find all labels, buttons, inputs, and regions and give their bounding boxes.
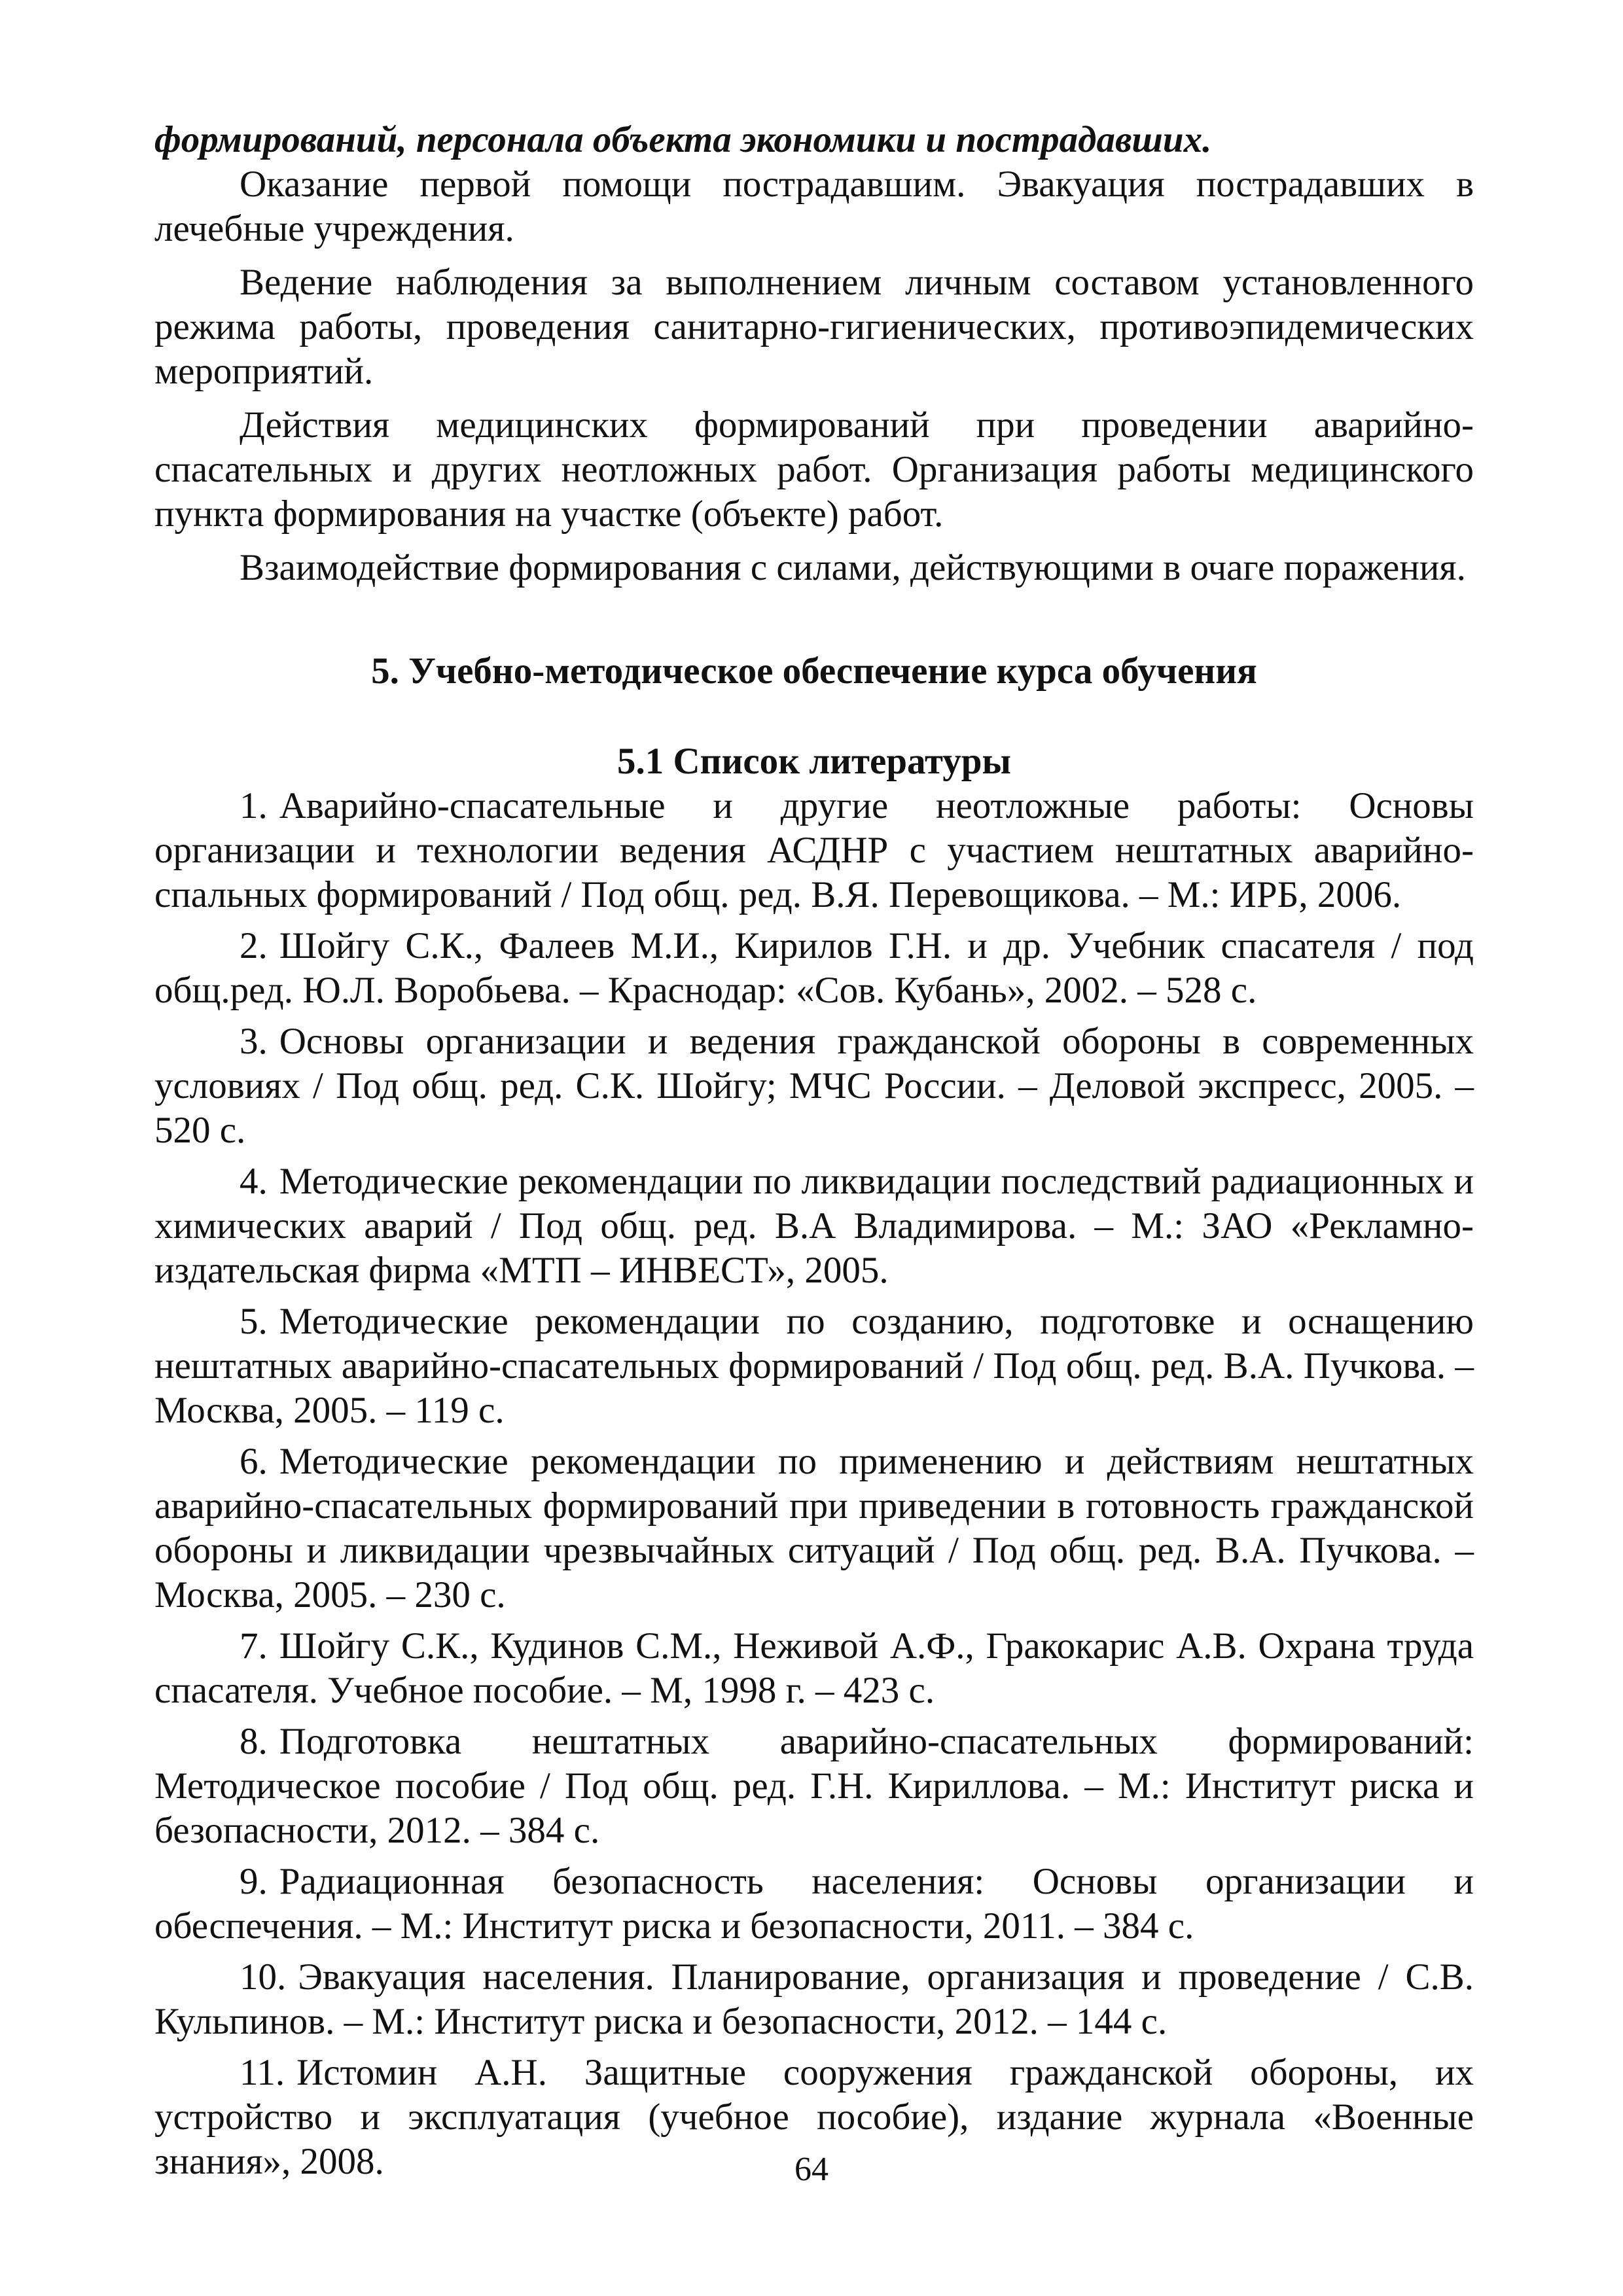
reference-text: Шойгу С.К., Кудинов С.М., Неживой А.Ф., Гракокарис А.В. Охрана труда спасателя. Учебное пособие. – М, 1998 г. – 423 с. <box>154 1625 1474 1711</box>
paragraph-monitoring: Ведение наблюдения за выполнением личным составом установленного режима работы, проведения санитарно-гигиенических, противоэпидемических мероприятий. <box>154 262 1474 392</box>
reference-number: 9. <box>240 1861 268 1902</box>
references-heading: 5.1 Список литературы <box>616 741 1012 782</box>
reference-item <box>154 1159 1474 1293</box>
reference-text: Методические рекомендации по ликвидации последствий радиационных и химических аварий / Под общ. ред. В.А Владимирова. – М.: ЗАО «Рекламно-издательская фирма «МТП – ИНВЕСТ», 2005. <box>154 1161 1474 1291</box>
reference-item <box>154 924 1474 1013</box>
reference-number: 2. <box>240 925 268 966</box>
paragraph-medical-actions: Действия медицинских формирований при проведении аварийно-спасательных и других неотложных работ. Организация работы медицинского пункта формирования на участке (объекте) работ. <box>154 404 1474 535</box>
reference-text: Эвакуация населения. Планирование, организация и проведение / С.В. Кульпинов. – М.: Институт риска и безопасности, 2012. – 144 с. <box>154 1956 1474 2042</box>
reference-text: Шойгу С.К., Фалеев М.И., Кирилов Г.Н. и др. Учебник спасателя / под общ.ред. Ю.Л. Воробьева. – Краснодар: «Сов. Кубань», 2002. – 528 с. <box>154 925 1474 1011</box>
page-number: 64 <box>794 2151 829 2188</box>
reference-item <box>154 784 1474 917</box>
reference-item <box>154 1019 1474 1153</box>
paragraph-cooperation: Взаимодействие формирования с силами, действующими в очаге поражения. <box>240 547 1466 588</box>
reference-text: Радиационная безопасность населения: Основы организации и обеспечения. – М.: Институт риска и безопасности, 2011. – 384 с. <box>154 1861 1474 1947</box>
reference-number: 6. <box>240 1441 268 1482</box>
reference-item <box>154 1439 1474 1617</box>
reference-number: 7. <box>240 1625 268 1667</box>
reference-item <box>154 1955 1474 2044</box>
reference-text: Истомин А.Н. Защитные сооружения гражданской обороны, их устройство и эксплуатация (учебное пособие), издание журнала «Военные знания», 2008. <box>154 2052 1474 2182</box>
lead-line: формирований, персонала объекта экономики и пострадавших. <box>154 119 1212 160</box>
reference-text: Методические рекомендации по применению и действиям нештатных аварийно-спасательных формирований при приведении в готовность гражданской обороны и ликвидации чрезвычайных ситуаций / Под общ. ред. В.А. Пучкова. – Москва, 2005. – 230 с. <box>154 1441 1474 1616</box>
page-body <box>154 118 1474 2191</box>
section-heading: 5. Учебно-методическое обеспечение курса обучения <box>371 650 1257 692</box>
reference-text: Подготовка нештатных аварийно-спасательных формирований: Методическое пособие / Под общ. ред. Г.Н. Кириллова. – М.: Институт риска и безопасности, 2012. – 384 с. <box>154 1721 1474 1851</box>
reference-number: 8. <box>240 1721 268 1762</box>
reference-number: 10. <box>240 1956 287 1998</box>
reference-item <box>154 1860 1474 1949</box>
reference-number: 4. <box>240 1161 268 1202</box>
reference-number: 11. <box>240 2052 285 2093</box>
reference-number: 5. <box>240 1301 268 1342</box>
reference-item <box>154 1624 1474 1713</box>
reference-item <box>154 1720 1474 1853</box>
reference-number: 1. <box>240 785 268 826</box>
reference-text: Аварийно-спасательные и другие неотложные работы: Основы организации и технологии ведения АСДНР с участием нештатных аварийно-спальных формирований / Под общ. ред. В.Я. Перевощикова. – М.: ИРБ, 2006. <box>154 785 1474 915</box>
reference-text: Основы организации и ведения гражданской обороны в современных условиях / Под общ. ред. С.К. Шойгу; МЧС России. – Деловой экспресс, 2005. – 520 с. <box>154 1021 1474 1151</box>
reference-text: Методические рекомендации по созданию, подготовке и оснащению нештатных аварийно-спасательных формирований / Под общ. ред. В.А. Пучкова. – Москва, 2005. – 119 с. <box>154 1301 1474 1431</box>
reference-number: 3. <box>240 1021 268 1062</box>
references-list <box>154 784 1474 2184</box>
paragraph-first-aid: Оказание первой помощи пострадавшим. Эвакуация пострадавших в лечебные учреждения. <box>154 164 1474 249</box>
reference-item <box>154 1299 1474 1433</box>
